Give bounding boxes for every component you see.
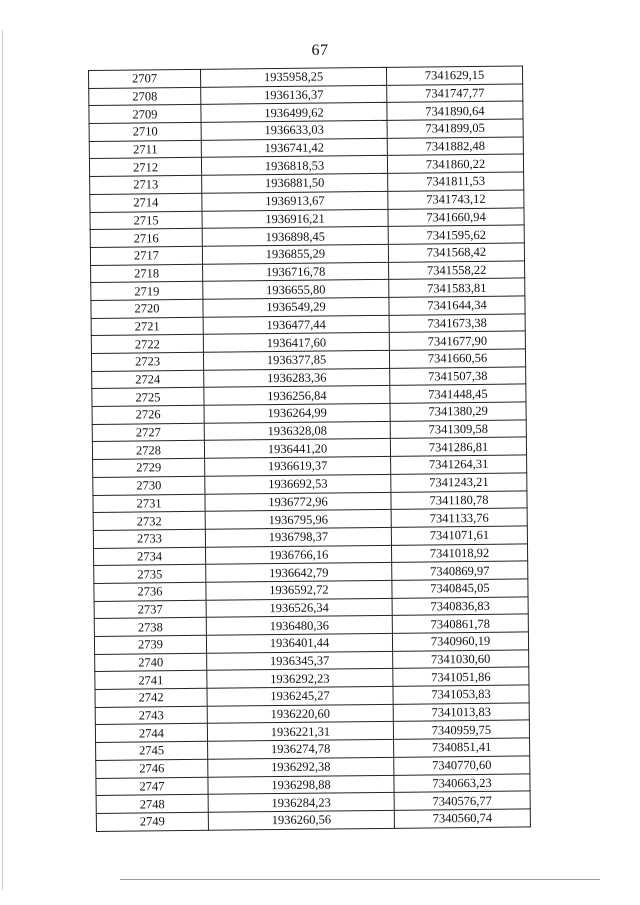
x-coordinate-cell: 1936619,37 bbox=[205, 456, 391, 476]
x-coordinate-cell: 1936256,84 bbox=[204, 386, 390, 406]
y-coordinate-cell: 7341030,60 bbox=[393, 650, 529, 669]
y-coordinate-cell: 7341180,78 bbox=[391, 490, 527, 509]
point-number-cell: 2721 bbox=[91, 317, 203, 336]
x-coordinate-cell: 1936260,56 bbox=[208, 810, 394, 830]
point-number-cell: 2736 bbox=[94, 582, 206, 601]
point-number-cell: 2714 bbox=[90, 193, 202, 212]
x-coordinate-cell: 1936881,50 bbox=[202, 173, 388, 193]
x-coordinate-cell: 1936766,16 bbox=[206, 545, 392, 565]
y-coordinate-cell: 7341629,15 bbox=[386, 66, 522, 85]
point-number-cell: 2725 bbox=[92, 388, 204, 407]
point-number-cell: 2710 bbox=[89, 122, 201, 141]
y-coordinate-cell: 7341660,56 bbox=[389, 349, 525, 368]
x-coordinate-cell: 1936855,29 bbox=[202, 244, 388, 264]
y-coordinate-cell: 7341595,62 bbox=[388, 225, 524, 244]
point-number-cell: 2713 bbox=[90, 175, 202, 194]
point-number-cell: 2732 bbox=[93, 511, 205, 530]
y-coordinate-cell: 7341264,31 bbox=[391, 455, 527, 474]
x-coordinate-cell: 1936898,45 bbox=[202, 227, 388, 247]
scan-edge-mark bbox=[2, 30, 3, 890]
coordinates-table bbox=[88, 65, 531, 831]
point-number-cell: 2740 bbox=[95, 653, 207, 672]
x-coordinate-cell: 1936245,27 bbox=[207, 686, 393, 706]
x-coordinate-cell: 1936818,53 bbox=[201, 156, 387, 176]
x-coordinate-cell: 1936916,21 bbox=[202, 209, 388, 229]
point-number-cell: 2709 bbox=[89, 105, 201, 124]
point-number-cell: 2746 bbox=[96, 759, 208, 778]
point-number-cell: 2716 bbox=[90, 229, 202, 248]
point-number-cell: 2720 bbox=[91, 299, 203, 318]
coordinates-table-body bbox=[89, 66, 531, 831]
y-coordinate-cell: 7341243,21 bbox=[391, 473, 527, 492]
point-number-cell: 2745 bbox=[96, 741, 208, 760]
x-coordinate-cell: 1936417,60 bbox=[203, 333, 389, 353]
x-coordinate-cell: 1936477,44 bbox=[203, 315, 389, 335]
x-coordinate-cell: 1936633,03 bbox=[201, 120, 387, 140]
point-number-cell: 2733 bbox=[93, 529, 205, 548]
point-number-cell: 2738 bbox=[94, 618, 206, 637]
y-coordinate-cell: 7341558,22 bbox=[389, 261, 525, 280]
point-number-cell: 2707 bbox=[89, 69, 201, 88]
x-coordinate-cell: 1936642,79 bbox=[206, 563, 392, 583]
point-number-cell: 2723 bbox=[91, 352, 203, 371]
y-coordinate-cell: 7341053,83 bbox=[393, 685, 529, 704]
x-coordinate-cell: 1936741,42 bbox=[201, 138, 387, 158]
x-coordinate-cell: 1936592,72 bbox=[206, 580, 392, 600]
y-coordinate-cell: 7341860,22 bbox=[387, 154, 523, 173]
x-coordinate-cell: 1936441,20 bbox=[204, 439, 390, 459]
x-coordinate-cell: 1936480,36 bbox=[206, 616, 392, 636]
x-coordinate-cell: 1936401,44 bbox=[206, 633, 392, 653]
point-number-cell: 2734 bbox=[94, 547, 206, 566]
x-coordinate-cell: 1936345,37 bbox=[207, 651, 393, 671]
x-coordinate-cell: 1936798,37 bbox=[205, 527, 391, 547]
x-coordinate-cell: 1936292,38 bbox=[208, 757, 394, 777]
y-coordinate-cell: 7341890,64 bbox=[387, 101, 523, 120]
point-number-cell: 2739 bbox=[94, 635, 206, 654]
y-coordinate-cell: 7341882,48 bbox=[387, 137, 523, 156]
y-coordinate-cell: 7341673,38 bbox=[389, 314, 525, 333]
x-coordinate-cell: 1936274,78 bbox=[208, 739, 394, 759]
y-coordinate-cell: 7341747,77 bbox=[387, 84, 523, 103]
y-coordinate-cell: 7340851,41 bbox=[394, 738, 530, 757]
y-coordinate-cell: 7340770,60 bbox=[394, 756, 530, 775]
point-number-cell: 2711 bbox=[89, 140, 201, 159]
point-number-cell: 2717 bbox=[90, 246, 202, 265]
x-coordinate-cell: 1936292,23 bbox=[207, 669, 393, 689]
point-number-cell: 2712 bbox=[89, 158, 201, 177]
y-coordinate-cell: 7340861,78 bbox=[392, 614, 528, 633]
y-coordinate-cell: 7341743,12 bbox=[388, 190, 524, 209]
y-coordinate-cell: 7341811,53 bbox=[388, 172, 524, 191]
point-number-cell: 2744 bbox=[95, 724, 207, 743]
point-number-cell: 2748 bbox=[96, 794, 208, 813]
page-number: 67 bbox=[311, 42, 329, 59]
x-coordinate-cell: 1936283,36 bbox=[204, 368, 390, 388]
point-number-cell: 2728 bbox=[92, 441, 204, 460]
x-coordinate-cell: 1936220,60 bbox=[207, 704, 393, 724]
x-coordinate-cell: 1936499,62 bbox=[201, 103, 387, 123]
y-coordinate-cell: 7340869,97 bbox=[392, 561, 528, 580]
x-coordinate-cell: 1936549,29 bbox=[203, 297, 389, 317]
point-number-cell: 2719 bbox=[91, 282, 203, 301]
scan-bottom-line bbox=[120, 879, 600, 880]
x-coordinate-cell: 1936772,96 bbox=[205, 492, 391, 512]
point-number-cell: 2743 bbox=[95, 706, 207, 725]
y-coordinate-cell: 7341018,92 bbox=[391, 543, 527, 562]
point-number-cell: 2722 bbox=[91, 335, 203, 354]
x-coordinate-cell: 1936655,80 bbox=[203, 280, 389, 300]
point-number-cell: 2715 bbox=[90, 211, 202, 230]
x-coordinate-cell: 1936692,53 bbox=[205, 474, 391, 494]
x-coordinate-cell: 1936795,96 bbox=[205, 510, 391, 530]
y-coordinate-cell: 7340960,19 bbox=[392, 632, 528, 651]
y-coordinate-cell: 7341568,42 bbox=[388, 243, 524, 262]
y-coordinate-cell: 7341448,45 bbox=[390, 384, 526, 403]
y-coordinate-cell: 7341013,83 bbox=[393, 703, 529, 722]
y-coordinate-cell: 7340576,77 bbox=[394, 791, 530, 810]
x-coordinate-cell: 1936913,67 bbox=[202, 191, 388, 211]
point-number-cell: 2726 bbox=[92, 405, 204, 424]
point-number-cell: 2747 bbox=[96, 777, 208, 796]
y-coordinate-cell: 7341660,94 bbox=[388, 207, 524, 226]
y-coordinate-cell: 7340560,74 bbox=[394, 809, 530, 828]
x-coordinate-cell: 1936716,78 bbox=[203, 262, 389, 282]
point-number-cell: 2718 bbox=[91, 264, 203, 283]
point-number-cell: 2735 bbox=[94, 565, 206, 584]
y-coordinate-cell: 7341899,05 bbox=[387, 119, 523, 138]
point-number-cell: 2729 bbox=[93, 458, 205, 477]
y-coordinate-cell: 7341051,86 bbox=[393, 667, 529, 686]
table-row bbox=[96, 809, 530, 831]
x-coordinate-cell: 1936526,34 bbox=[206, 598, 392, 618]
x-coordinate-cell: 1936328,08 bbox=[204, 421, 390, 441]
point-number-cell: 2749 bbox=[96, 812, 208, 831]
y-coordinate-cell: 7341380,29 bbox=[390, 402, 526, 421]
y-coordinate-cell: 7340663,23 bbox=[394, 773, 530, 792]
x-coordinate-cell: 1936136,37 bbox=[201, 85, 387, 105]
point-number-cell: 2730 bbox=[93, 476, 205, 495]
point-number-cell: 2727 bbox=[92, 423, 204, 442]
y-coordinate-cell: 7340845,05 bbox=[392, 579, 528, 598]
x-coordinate-cell: 1936377,85 bbox=[203, 350, 389, 370]
y-coordinate-cell: 7341583,81 bbox=[389, 278, 525, 297]
y-coordinate-cell: 7340959,75 bbox=[393, 720, 529, 739]
coordinates-table-container bbox=[88, 65, 530, 831]
y-coordinate-cell: 7341286,81 bbox=[390, 437, 526, 456]
x-coordinate-cell: 1936264,99 bbox=[204, 403, 390, 423]
y-coordinate-cell: 7341309,58 bbox=[390, 420, 526, 439]
y-coordinate-cell: 7341677,90 bbox=[389, 331, 525, 350]
point-number-cell: 2737 bbox=[94, 600, 206, 619]
point-number-cell: 2724 bbox=[92, 370, 204, 389]
x-coordinate-cell: 1936221,31 bbox=[207, 722, 393, 742]
point-number-cell: 2741 bbox=[95, 671, 207, 690]
x-coordinate-cell: 1936298,88 bbox=[208, 775, 394, 795]
x-coordinate-cell: 1936284,23 bbox=[208, 793, 394, 813]
x-coordinate-cell: 1935958,25 bbox=[200, 67, 386, 87]
y-coordinate-cell: 7341644,34 bbox=[389, 296, 525, 315]
y-coordinate-cell: 7341133,76 bbox=[391, 508, 527, 527]
y-coordinate-cell: 7340836,83 bbox=[392, 597, 528, 616]
point-number-cell: 2708 bbox=[89, 87, 201, 106]
point-number-cell: 2731 bbox=[93, 494, 205, 513]
y-coordinate-cell: 7341507,38 bbox=[390, 367, 526, 386]
point-number-cell: 2742 bbox=[95, 688, 207, 707]
y-coordinate-cell: 7341071,61 bbox=[391, 526, 527, 545]
